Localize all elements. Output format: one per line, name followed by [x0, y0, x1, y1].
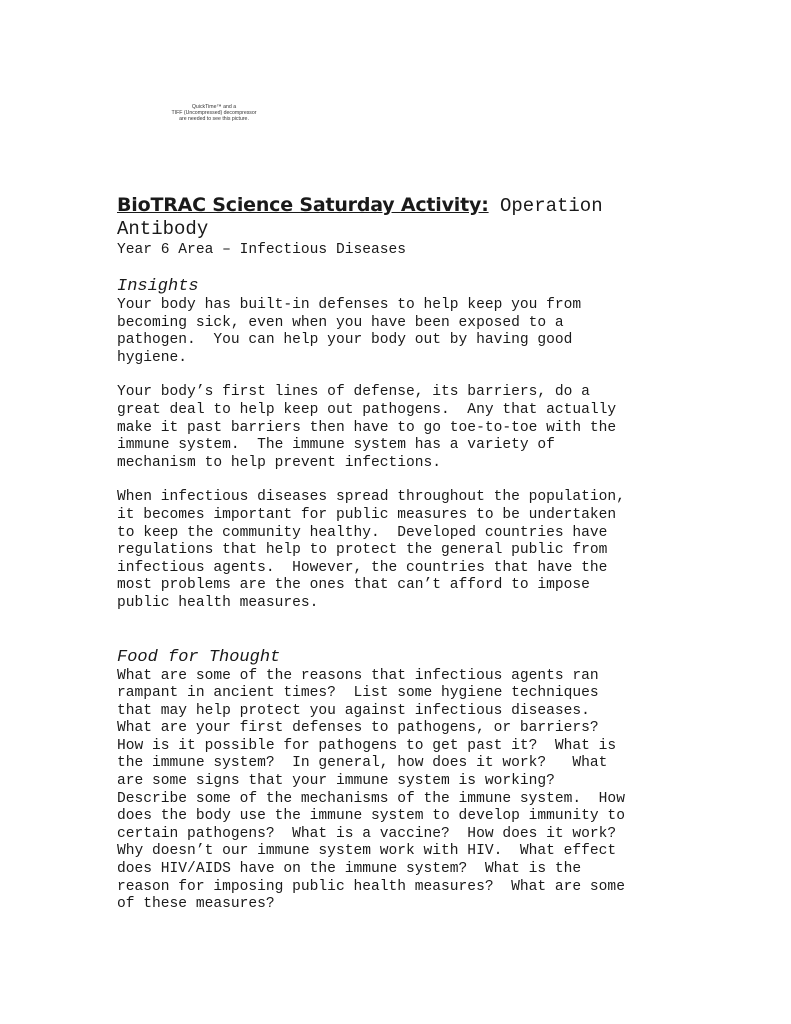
page-title: [117, 194, 677, 218]
food-for-thought-text: What are some of the reasons that infectious agents ran rampant in ancient times? List some hygiene techniques that may help protect you against infectious diseases. What are your first defenses to pathogens, or barriers? How is it possible for pathogens to get past it? What is the immune system? In general, how does it work? What are some signs that your immune system is working? Describe some of the mechanisms of the immune system. How does the body use the immune system to develop immunity to certain pathogens? What is a vaccine? How does it work? Why doesn’t our immune system work with HIV. What effect does HIV/AIDS have on the immune system? What is the reason for imposing public health measures? What are some of these measures?: [117, 667, 625, 913]
image-placeholder: [152, 104, 276, 122]
placeholder-line-2: TIFF (Uncompressed) decompressor: [171, 110, 257, 116]
placeholder-line-3: are needed to see this picture.: [179, 116, 249, 122]
title-line-2: Antibody: [117, 218, 209, 240]
document-body: [117, 194, 677, 914]
insights-paragraph-1: Your body has built-in defenses to help keep you from becoming sick, even when you have been exposed to a pathogen. You can help your body out by having good hygiene.: [117, 297, 582, 366]
placeholder-line-1: QuickTime™ and a: [191, 104, 237, 110]
food-for-thought-heading: Food for Thought: [117, 647, 281, 667]
insights-paragraph-2: Your body’s first lines of defense, its barriers, do a great deal to help keep out pathogens. Any that actually make it past barriers then have to go toe-to-toe with the immune system. The immune system has a variety of mechanism to help prevent infections.: [117, 384, 617, 471]
title-bold: BioTRAC Science Saturday Activity:: [117, 194, 489, 216]
insights-paragraph-3: When infectious diseases spread throughout the population, it becomes important for public measures to be undertaken to keep the community healthy. Developed countries have regulations that help to protect the general public from infectious agents. However, the countries that have the most problems are the ones that can’t afford to impose public health measures.: [117, 489, 625, 611]
title-rest: Operation: [488, 195, 603, 217]
insights-heading: Insights: [117, 277, 199, 296]
subtitle: Year 6 Area – Infectious Diseases: [117, 242, 407, 258]
